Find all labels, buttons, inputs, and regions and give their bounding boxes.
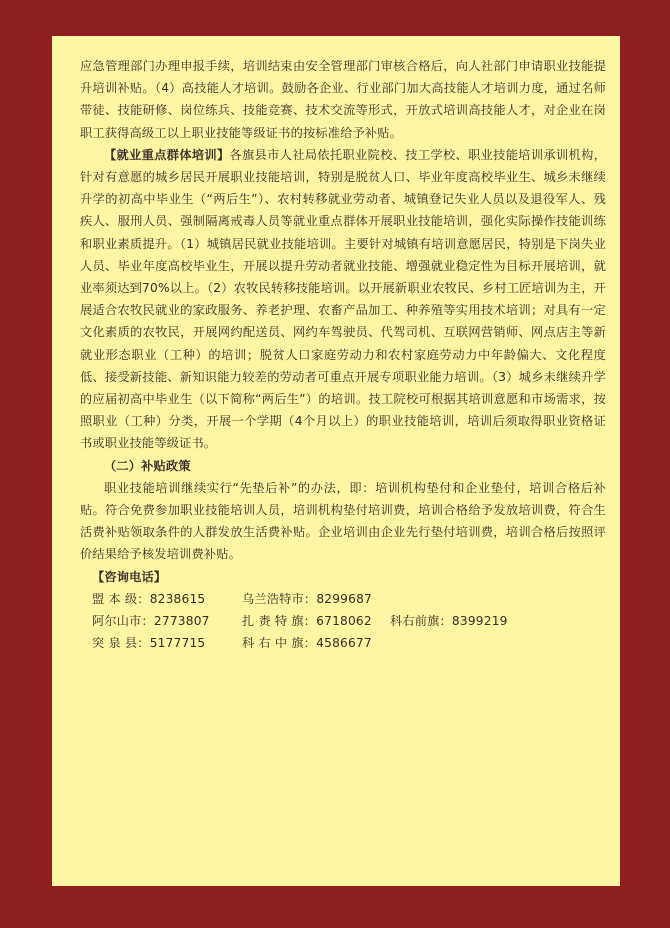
contact-entry: 阿尔山市：2773807 (92, 614, 210, 629)
paragraph-skill-upgrade: 应急管理部门办理申报手续，培训结束由安全管理部门审核合格后，向人社部门申请职业技能提升培训补贴。（4）高技能人才培训。鼓励各企业、行业部门加大高技能人才培训力度，通过名师带徒、技能研修、岗位练兵、技能竞赛、技术交流等形式，开放式培训高技能人才，对企业在岗职工获得高级工以上职业技能等级证书的按标准给予补贴。 (80, 59, 606, 140)
section-heading-subsidy-policy: （二）补贴政策 (104, 458, 191, 473)
contact-row (80, 632, 606, 654)
contact-entry: 突 泉 县：5177715 (92, 636, 206, 651)
contact-entry: 科右前旗：8399219 (390, 614, 508, 629)
contact-heading: 【咨询电话】 (92, 569, 167, 584)
contact-row (80, 588, 606, 610)
contact-entry: 扎 赉 特 旗：6718062 (242, 614, 372, 629)
contact-entry: 盟 本 级：8238615 (92, 591, 206, 606)
key-groups-label: 【就业重点群体培训】 (104, 147, 230, 162)
document-content (80, 55, 606, 654)
contact-entry: 乌兰浩特市：8299687 (242, 591, 373, 606)
contact-entry: 科 右 中 旗：4586677 (242, 636, 372, 651)
paragraph-subsidy-policy: 职业技能培训继续实行“先垫后补”的办法，即：培训机构垫付和企业垫付，培训合格后补贴。符合免费参加职业技能培训人员，培训机构垫付培训费，培训合格给予发放培训费，符合生活费补贴领取条件的人群发放生活费补贴。企业培训由企业先行垫付培训费，培训合格后按照评价结果给予核发培训费补贴。 (80, 480, 606, 562)
contact-row (80, 610, 606, 632)
paragraph-key-groups (80, 144, 606, 455)
key-groups-body: 各旗县市人社局依托职业院校、技工学校、职业技能培训承训机构，针对有意愿的城乡居民开展职业技能培训，特别是脱贫人口、毕业年度高校毕业生、城乡未继续升学的初高中毕业生（“两后生”）、农村转移就业劳动者、城镇登记失业人员以及退役军人、残疾人、服刑人员、强制隔离戒毒人员等就业重点群体开展职业技能培训，强化实际操作技能训练和职业素质提升。（1）城镇居民就业技能培训。主要针对城镇有培训意愿居民，特别是下岗失业人员、毕业年度高校毕业生，开展以提升劳动者就业技能、增强就业稳定性为目标开展培训，就业率须达到70%以上。（2）农牧民转移技能培训。以开展新职业农牧民、乡村工匠培训为主，开展适合农牧民就业的家政服务、养老护理、农畜产品加工、种养殖等实用技术培训；对具有一定文化素质的农牧民，开展网约配送员、网约车驾驶员、代驾司机、互联网营销师、网点店主等新就业形态职业（工种）的培训；脱贫人口家庭劳动力和农村家庭劳动力中年龄偏大、文化程度低、接受新技能、新知识能力较差的劳动者可重点开展专项职业能力培训。（3）城乡未继续升学的应届初高中毕业生（以下简称“两后生”）的培训。技工院校可根据其培训意愿和市场需求，按照职业（工种）分类，开展一个学期（4个月以上）的职业技能培训，培训后须取得职业资格证书或职业技能等级证书。 (80, 147, 607, 451)
